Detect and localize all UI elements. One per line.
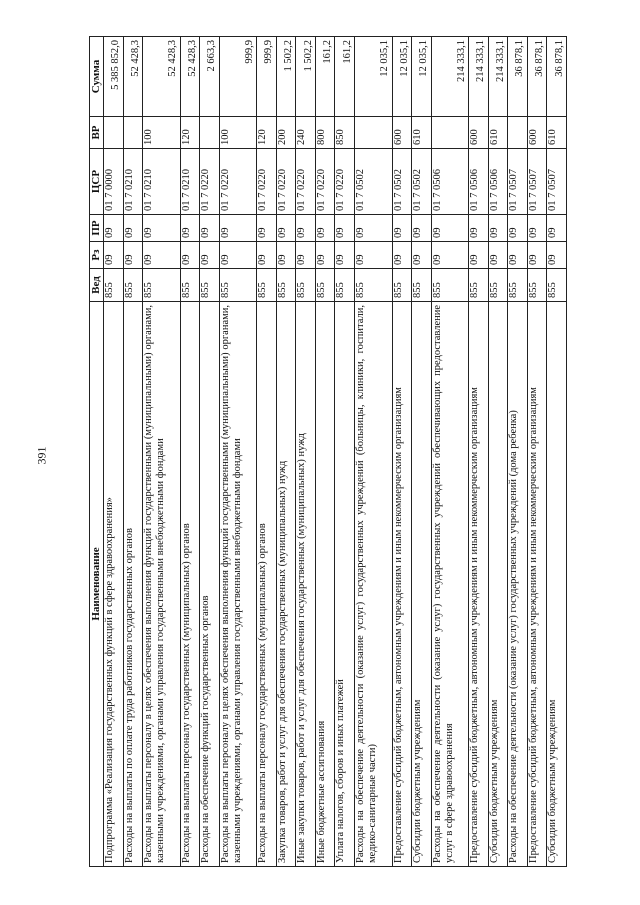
cell-rz: 09 (315, 242, 335, 269)
cell-name: Расходы на выплаты по оплате труда работников государственных органов (123, 302, 143, 867)
table-row (143, 37, 181, 867)
cell-ved: 855 (431, 269, 469, 302)
cell-ved: 855 (508, 269, 528, 302)
cell-name: Предоставление субсидий бюджетным, автономным учреждениям и иным некоммерческим организациям (527, 302, 547, 867)
cell-sum: 1 502,2 (276, 37, 296, 117)
cell-rz: 09 (219, 242, 257, 269)
cell-csr: 01 7 0502 (392, 149, 412, 215)
cell-ved: 855 (392, 269, 412, 302)
cell-sum: 52 428,3 (180, 37, 200, 117)
cell-csr: 01 7 0507 (547, 149, 567, 215)
cell-name: Расходы на выплаты персоналу государственных (муниципальных) органов (180, 302, 200, 867)
cell-ved: 855 (276, 269, 296, 302)
cell-name: Субсидии бюджетным учреждениям (412, 302, 432, 867)
cell-csr: 01 7 0210 (180, 149, 200, 215)
table-row (547, 37, 567, 867)
cell-rz: 09 (527, 242, 547, 269)
cell-csr: 01 7 0210 (143, 149, 181, 215)
table-header-row (90, 37, 104, 867)
table-row (508, 37, 528, 867)
cell-rz: 09 (335, 242, 355, 269)
table-row (123, 37, 143, 867)
cell-name: Расходы на обеспечение деятельности (оказание услуг) государственных учреждений обеспечивающих предоставление услуг в сфере здравоохранения (431, 302, 469, 867)
cell-csr: 01 7 0506 (469, 149, 489, 215)
cell-sum: 12 035,1 (354, 37, 392, 117)
cell-vr: 120 (180, 117, 200, 149)
table-row (103, 37, 123, 867)
cell-csr: 01 7 0220 (335, 149, 355, 215)
cell-sum: 5 385 852,0 (103, 37, 123, 117)
cell-name: Иные закупки товаров, работ и услуг для обеспечения государственных (муниципальных) нужд (296, 302, 316, 867)
cell-vr: 800 (315, 117, 335, 149)
cell-csr: 01 7 0220 (200, 149, 220, 215)
cell-pr: 09 (335, 215, 355, 242)
cell-sum: 161,2 (315, 37, 335, 117)
cell-csr: 01 7 0502 (354, 149, 392, 215)
cell-pr: 09 (143, 215, 181, 242)
cell-ved: 855 (354, 269, 392, 302)
cell-vr (123, 117, 143, 149)
cell-pr: 09 (547, 215, 567, 242)
cell-name: Предоставление субсидий бюджетным, автономным учреждениям и иным некоммерческим организациям (392, 302, 412, 867)
cell-name: Расходы на обеспечение деятельности (оказание услуг) государственных учреждений (больницы, клиники, госпитали, медико-санитарные части) (354, 302, 392, 867)
cell-pr: 09 (257, 215, 277, 242)
cell-pr: 09 (469, 215, 489, 242)
cell-sum: 52 428,3 (143, 37, 181, 117)
cell-pr: 09 (431, 215, 469, 242)
cell-ved: 855 (200, 269, 220, 302)
cell-ved: 855 (143, 269, 181, 302)
cell-name: Подпрограмма «Реализация государственных функций в сфере здравоохранения» (103, 302, 123, 867)
cell-rz: 09 (508, 242, 528, 269)
header-name: Наименование (90, 302, 104, 867)
cell-sum: 214 333,1 (488, 37, 508, 117)
cell-vr: 600 (469, 117, 489, 149)
table-row (488, 37, 508, 867)
cell-vr: 610 (412, 117, 432, 149)
header-vr: ВР (90, 117, 104, 149)
cell-pr: 09 (180, 215, 200, 242)
cell-pr: 09 (315, 215, 335, 242)
cell-name: Расходы на обеспечение функций государственных органов (200, 302, 220, 867)
cell-ved: 855 (547, 269, 567, 302)
cell-csr: 01 7 0506 (431, 149, 469, 215)
cell-pr: 09 (276, 215, 296, 242)
table-row (469, 37, 489, 867)
cell-rz: 09 (469, 242, 489, 269)
cell-vr: 850 (335, 117, 355, 149)
table-row (354, 37, 392, 867)
table-row (315, 37, 335, 867)
cell-sum: 2 663,3 (200, 37, 220, 117)
cell-name: Закупка товаров, работ и услуг для обеспечения государственных (муниципальных) нужд (276, 302, 296, 867)
header-rz: Рз (90, 242, 104, 269)
cell-sum: 12 035,1 (412, 37, 432, 117)
cell-rz: 09 (200, 242, 220, 269)
cell-sum: 999,9 (219, 37, 257, 117)
table-row (527, 37, 547, 867)
cell-name: Расходы на обеспечение деятельности (оказание услуг) государственных учреждений (дома ребенка) (508, 302, 528, 867)
table-row (219, 37, 257, 867)
cell-ved: 855 (527, 269, 547, 302)
header-pr: ПР (90, 215, 104, 242)
cell-ved: 855 (412, 269, 432, 302)
cell-vr: 100 (143, 117, 181, 149)
cell-vr (431, 117, 469, 149)
cell-pr: 09 (296, 215, 316, 242)
cell-rz: 09 (143, 242, 181, 269)
cell-vr: 610 (488, 117, 508, 149)
cell-vr: 100 (219, 117, 257, 149)
cell-csr: 01 7 0000 (103, 149, 123, 215)
cell-rz: 09 (488, 242, 508, 269)
cell-rz: 09 (296, 242, 316, 269)
cell-vr: 120 (257, 117, 277, 149)
table-row (276, 37, 296, 867)
cell-ved: 855 (103, 269, 123, 302)
cell-pr: 09 (200, 215, 220, 242)
cell-rz: 09 (103, 242, 123, 269)
cell-csr: 01 7 0507 (527, 149, 547, 215)
cell-csr: 01 7 0507 (508, 149, 528, 215)
cell-name: Предоставление субсидий бюджетным, автономным учреждениям и иным некоммерческим организациям (469, 302, 489, 867)
cell-vr (508, 117, 528, 149)
cell-sum: 52 428,3 (123, 37, 143, 117)
budget-table (89, 36, 567, 867)
cell-name: Субсидии бюджетным учреждениям (488, 302, 508, 867)
cell-name: Расходы на выплаты персоналу в целях обеспечения выполнения функций государственными (муниципальными) органами, казенными учреждениями, органами управления государственными внебюджетными фондами (219, 302, 257, 867)
cell-ved: 855 (469, 269, 489, 302)
cell-sum: 36 878,1 (527, 37, 547, 117)
table-row (257, 37, 277, 867)
cell-csr: 01 7 0220 (315, 149, 335, 215)
cell-vr: 600 (392, 117, 412, 149)
cell-ved: 855 (315, 269, 335, 302)
cell-csr: 01 7 0220 (296, 149, 316, 215)
cell-rz: 09 (354, 242, 392, 269)
cell-sum: 1 502,2 (296, 37, 316, 117)
cell-pr: 09 (508, 215, 528, 242)
cell-csr: 01 7 0220 (276, 149, 296, 215)
cell-sum: 999,9 (257, 37, 277, 117)
cell-sum: 214 333,1 (431, 37, 469, 117)
table-row (335, 37, 355, 867)
cell-sum: 161,2 (335, 37, 355, 117)
cell-pr: 09 (103, 215, 123, 242)
cell-rz: 09 (180, 242, 200, 269)
cell-csr: 01 7 0502 (412, 149, 432, 215)
cell-ved: 855 (219, 269, 257, 302)
cell-name: Иные бюджетные ассигнования (315, 302, 335, 867)
table-row (431, 37, 469, 867)
cell-sum: 36 878,1 (547, 37, 567, 117)
cell-pr: 09 (219, 215, 257, 242)
cell-ved: 855 (296, 269, 316, 302)
header-csr: ЦСР (90, 149, 104, 215)
cell-ved: 855 (257, 269, 277, 302)
cell-vr (200, 117, 220, 149)
cell-sum: 36 878,1 (508, 37, 528, 117)
cell-rz: 09 (547, 242, 567, 269)
cell-vr: 240 (296, 117, 316, 149)
cell-vr: 610 (547, 117, 567, 149)
cell-ved: 855 (488, 269, 508, 302)
cell-vr (354, 117, 392, 149)
table-row (296, 37, 316, 867)
cell-rz: 09 (392, 242, 412, 269)
cell-csr: 01 7 0220 (219, 149, 257, 215)
table-body (103, 37, 566, 867)
cell-name: Субсидии бюджетным учреждениям (547, 302, 567, 867)
cell-sum: 214 333,1 (469, 37, 489, 117)
cell-vr: 600 (527, 117, 547, 149)
cell-pr: 09 (123, 215, 143, 242)
cell-pr: 09 (354, 215, 392, 242)
table-row (180, 37, 200, 867)
cell-name: Уплата налогов, сборов и иных платежей (335, 302, 355, 867)
cell-rz: 09 (431, 242, 469, 269)
cell-name: Расходы на выплаты персоналу государственных (муниципальных) органов (257, 302, 277, 867)
cell-pr: 09 (412, 215, 432, 242)
budget-table-container (89, 37, 567, 867)
cell-rz: 09 (412, 242, 432, 269)
header-sum: Сумма (90, 37, 104, 117)
cell-rz: 09 (123, 242, 143, 269)
cell-rz: 09 (257, 242, 277, 269)
cell-csr: 01 7 0220 (257, 149, 277, 215)
table-row (200, 37, 220, 867)
table-row (412, 37, 432, 867)
cell-pr: 09 (527, 215, 547, 242)
cell-ved: 855 (335, 269, 355, 302)
header-ved: Вед (90, 269, 104, 302)
cell-name: Расходы на выплаты персоналу в целях обеспечения выполнения функций государственными (муниципальными) органами, казенными учреждениями, органами управления государственными внебюджетными фондами (143, 302, 181, 867)
cell-vr (103, 117, 123, 149)
cell-ved: 855 (123, 269, 143, 302)
page-number: 391 (34, 446, 49, 465)
cell-pr: 09 (392, 215, 412, 242)
cell-ved: 855 (180, 269, 200, 302)
cell-rz: 09 (276, 242, 296, 269)
cell-csr: 01 7 0210 (123, 149, 143, 215)
cell-pr: 09 (488, 215, 508, 242)
cell-vr: 200 (276, 117, 296, 149)
table-row (392, 37, 412, 867)
cell-csr: 01 7 0506 (488, 149, 508, 215)
cell-sum: 12 035,1 (392, 37, 412, 117)
